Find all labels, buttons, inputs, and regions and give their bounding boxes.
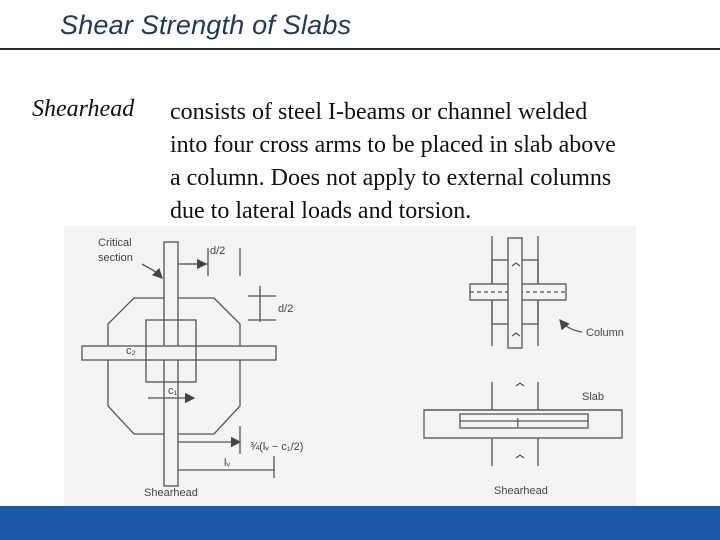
right-caption: Shearhead: [494, 485, 548, 497]
lv-expression-label: ¾(lᵥ − c₁/2): [250, 441, 304, 453]
footer-bar: [0, 506, 720, 540]
c1-label: c₁: [168, 385, 178, 397]
critical-section-label-2: section: [98, 252, 133, 264]
shearhead-figure: [64, 226, 636, 506]
shearhead-arm-vertical: [164, 242, 178, 486]
d2-right-label: d/2: [278, 303, 294, 315]
c2-label: c₂: [126, 345, 136, 357]
shearhead-arm-horizontal: [82, 346, 276, 360]
lv-label: lᵥ: [224, 457, 230, 469]
shearhead-drawing: [64, 226, 636, 506]
d2-top-label: d/2: [210, 245, 226, 257]
critical-section-label-1: Critical: [98, 237, 132, 249]
right-detail-view: [424, 236, 622, 466]
title-divider: [0, 48, 720, 50]
left-plan-view: [82, 242, 276, 486]
term-label: Shearhead: [32, 96, 135, 122]
svg-text:I: I: [516, 415, 520, 430]
column-label: Column: [586, 327, 624, 339]
slide-title: Shear Strength of Slabs: [60, 10, 352, 40]
left-caption: Shearhead: [144, 487, 198, 499]
definition-text: consists of steel I-beams or channel welded into four cross arms to be placed in slab above a column. Does not apply to external columns due to lateral loads and torsion.: [170, 99, 616, 224]
slab-label: Slab: [582, 391, 605, 403]
